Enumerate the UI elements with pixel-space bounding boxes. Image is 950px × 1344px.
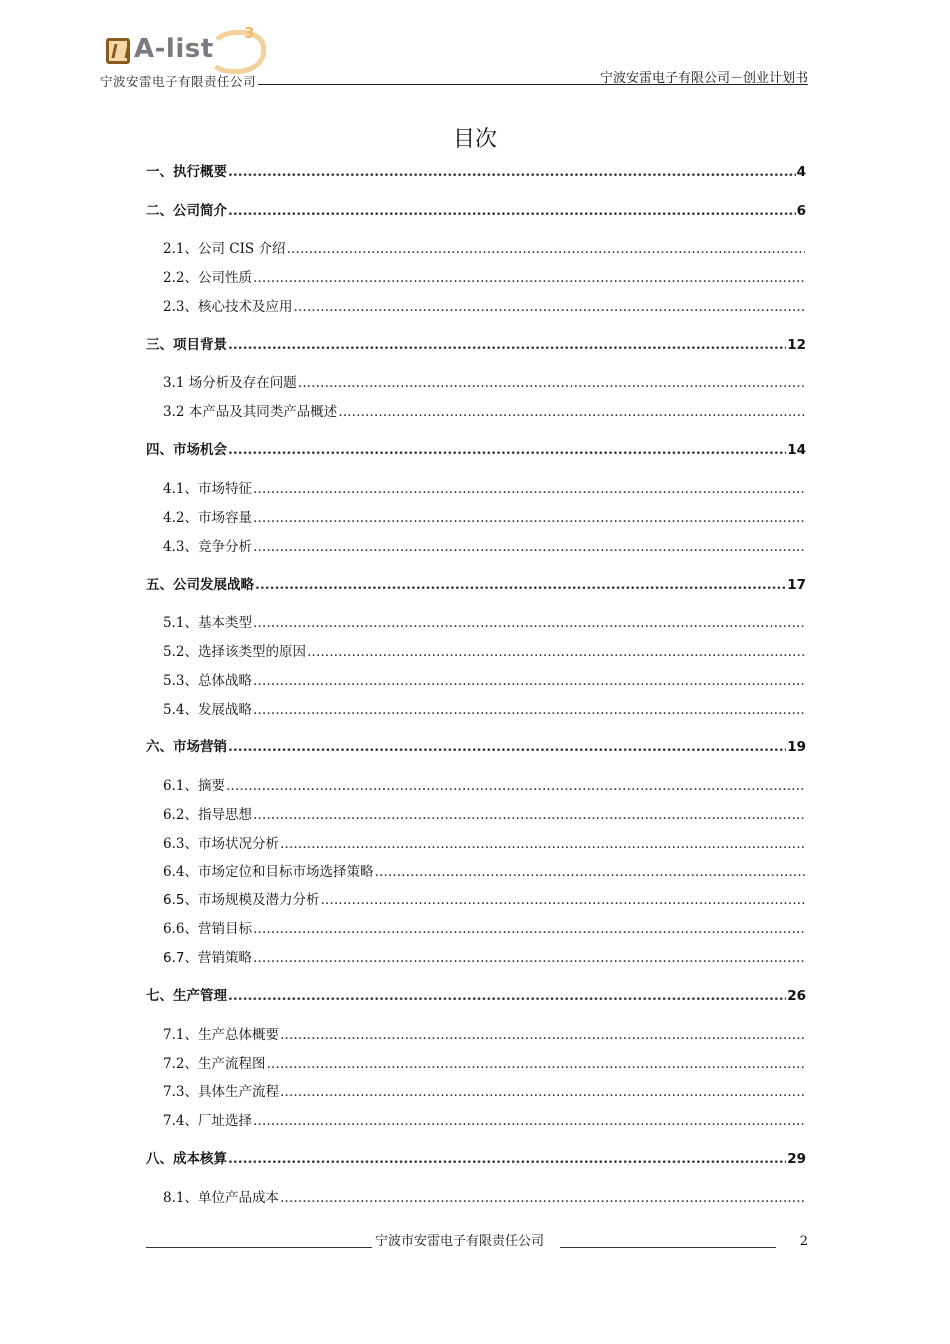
toc-section-entry[interactable] <box>163 833 806 855</box>
toc-entry-label: 5.3、总体战略 <box>163 673 252 689</box>
toc-chapter-entry[interactable] <box>146 200 806 222</box>
table-of-contents <box>146 0 806 1344</box>
header-title: 宁波安雷电子有限公司－创业计划书 <box>599 71 808 86</box>
toc-section-entry[interactable] <box>163 401 806 423</box>
toc-title: 目次 <box>452 127 497 152</box>
toc-entry-label: 四、市场机会 <box>146 442 227 458</box>
toc-entry-label: 八、成本核算 <box>146 1151 227 1167</box>
toc-entry-label: 5.1、基本类型 <box>163 615 252 631</box>
toc-chapter-entry[interactable] <box>146 161 806 183</box>
logo-wordmark: A-list <box>134 34 214 64</box>
toc-section-entry[interactable] <box>163 1187 806 1209</box>
toc-section-entry[interactable] <box>163 267 806 289</box>
toc-leader-dots <box>374 861 805 883</box>
toc-entry-page: 26 <box>787 988 806 1004</box>
toc-entry-label: 二、公司简介 <box>146 203 227 219</box>
toc-section-entry[interactable] <box>163 238 806 260</box>
page-footer <box>146 1232 808 1252</box>
toc-chapter-entry[interactable] <box>146 1148 806 1170</box>
toc-chapter-entry[interactable] <box>146 334 806 356</box>
toc-leader-dots <box>280 1187 805 1209</box>
toc-entry-label: 6.1、摘要 <box>163 778 225 794</box>
toc-section-entry[interactable] <box>163 889 806 911</box>
toc-section-entry[interactable] <box>163 918 806 940</box>
toc-section-entry[interactable] <box>163 775 806 797</box>
toc-section-entry[interactable] <box>163 861 806 883</box>
toc-leader-dots <box>253 612 805 634</box>
toc-entry-page: 6 <box>796 203 806 219</box>
toc-leader-dots <box>228 161 796 183</box>
toc-leader-dots <box>320 889 805 911</box>
toc-entry-label: 8.1、单位产品成本 <box>163 1190 279 1206</box>
toc-leader-dots <box>253 670 805 692</box>
toc-chapter-entry[interactable] <box>146 439 806 461</box>
toc-entry-label: 7.1、生产总体概要 <box>163 1027 279 1043</box>
toc-section-entry[interactable] <box>163 947 806 969</box>
toc-leader-dots <box>307 641 805 663</box>
toc-leader-dots <box>338 401 805 423</box>
footer-company: 宁波市安雷电子有限责任公司 <box>375 1234 545 1249</box>
toc-entry-page: 17 <box>787 577 806 593</box>
toc-leader-dots <box>253 804 805 826</box>
toc-entry-label: 4.2、市场容量 <box>163 510 252 526</box>
toc-leader-dots <box>228 334 786 356</box>
toc-leader-dots <box>253 947 805 969</box>
toc-entry-label: 五、公司发展战略 <box>146 577 254 593</box>
toc-chapter-entry[interactable] <box>146 574 806 596</box>
toc-leader-dots <box>253 267 805 289</box>
toc-entry-label: 7.2、生产流程图 <box>163 1056 266 1072</box>
toc-entry-label: 6.5、市场规模及潜力分析 <box>163 892 320 908</box>
toc-leader-dots <box>253 699 805 721</box>
toc-leader-dots <box>228 200 796 222</box>
toc-section-entry[interactable] <box>163 536 806 558</box>
toc-entry-label: 六、市场营销 <box>146 739 227 755</box>
toc-entry-page: 29 <box>787 1151 806 1167</box>
toc-entry-label: 6.6、营销目标 <box>163 921 252 937</box>
toc-entry-page: 4 <box>796 164 806 180</box>
toc-entry-label: 7.3、具体生产流程 <box>163 1084 279 1100</box>
toc-section-entry[interactable] <box>163 1024 806 1046</box>
toc-leader-dots <box>266 1053 805 1075</box>
toc-entry-label: 3.2 本产品及其同类产品概述 <box>163 404 338 420</box>
toc-entry-label: 一、执行概要 <box>146 164 227 180</box>
toc-section-entry[interactable] <box>163 1110 806 1132</box>
toc-entry-page: 14 <box>787 442 806 458</box>
toc-entry-label: 6.4、市场定位和目标市场选择策略 <box>163 864 374 880</box>
toc-entry-label: 6.3、市场状况分析 <box>163 836 279 852</box>
toc-entry-label: 7.4、厂址选择 <box>163 1113 252 1129</box>
logo-company-name: 宁波安雷电子有限责任公司 <box>100 74 257 89</box>
toc-entry-label: 6.7、营销策略 <box>163 950 252 966</box>
toc-section-entry[interactable] <box>163 507 806 529</box>
toc-leader-dots <box>280 1081 805 1103</box>
toc-section-entry[interactable] <box>163 670 806 692</box>
toc-section-entry[interactable] <box>163 296 806 318</box>
toc-entry-label: 5.4、发展战略 <box>163 702 252 718</box>
toc-leader-dots <box>226 775 805 797</box>
logo-mark-icon <box>106 38 130 64</box>
toc-leader-dots <box>255 574 786 596</box>
page-number: 2 <box>799 1234 808 1249</box>
toc-chapter-entry[interactable] <box>146 736 806 758</box>
toc-entry-label: 4.1、市场特征 <box>163 481 252 497</box>
toc-leader-dots <box>286 238 805 260</box>
toc-section-entry[interactable] <box>163 699 806 721</box>
toc-entry-label: 6.2、指导思想 <box>163 807 252 823</box>
toc-entry-label: 2.2、公司性质 <box>163 270 252 286</box>
toc-section-entry[interactable] <box>163 641 806 663</box>
toc-leader-dots <box>253 507 805 529</box>
toc-leader-dots <box>228 736 786 758</box>
toc-leader-dots <box>280 833 805 855</box>
toc-leader-dots <box>253 918 805 940</box>
toc-entry-label: 三、项目背景 <box>146 337 227 353</box>
toc-entry-label: 2.3、核心技术及应用 <box>163 299 293 315</box>
toc-section-entry[interactable] <box>163 804 806 826</box>
footer-rule-right <box>560 1247 776 1248</box>
toc-leader-dots <box>228 439 786 461</box>
toc-section-entry[interactable] <box>163 372 806 394</box>
toc-leader-dots <box>253 478 805 500</box>
toc-leader-dots <box>253 1110 805 1132</box>
toc-leader-dots <box>253 536 805 558</box>
toc-leader-dots <box>280 1024 805 1046</box>
toc-section-entry[interactable] <box>163 1081 806 1103</box>
toc-entry-page: 12 <box>787 337 806 353</box>
toc-leader-dots <box>298 372 805 394</box>
toc-entry-label: 3.1 场分析及存在问题 <box>163 375 297 391</box>
toc-leader-dots <box>228 1148 786 1170</box>
toc-chapter-entry[interactable] <box>146 985 806 1007</box>
toc-entry-label: 七、生产管理 <box>146 988 227 1004</box>
footer-rule-left <box>146 1247 372 1248</box>
toc-section-entry[interactable] <box>163 612 806 634</box>
toc-entry-page: 19 <box>787 739 806 755</box>
toc-section-entry[interactable] <box>163 478 806 500</box>
toc-entry-label: 4.3、竞争分析 <box>163 539 252 555</box>
toc-entry-label: 2.1、公司 CIS 介绍 <box>163 241 286 257</box>
toc-leader-dots <box>293 296 805 318</box>
toc-leader-dots <box>228 985 786 1007</box>
logo-superscript: 3 <box>244 24 255 42</box>
toc-section-entry[interactable] <box>163 1053 806 1075</box>
toc-entry-label: 5.2、选择该类型的原因 <box>163 644 306 660</box>
